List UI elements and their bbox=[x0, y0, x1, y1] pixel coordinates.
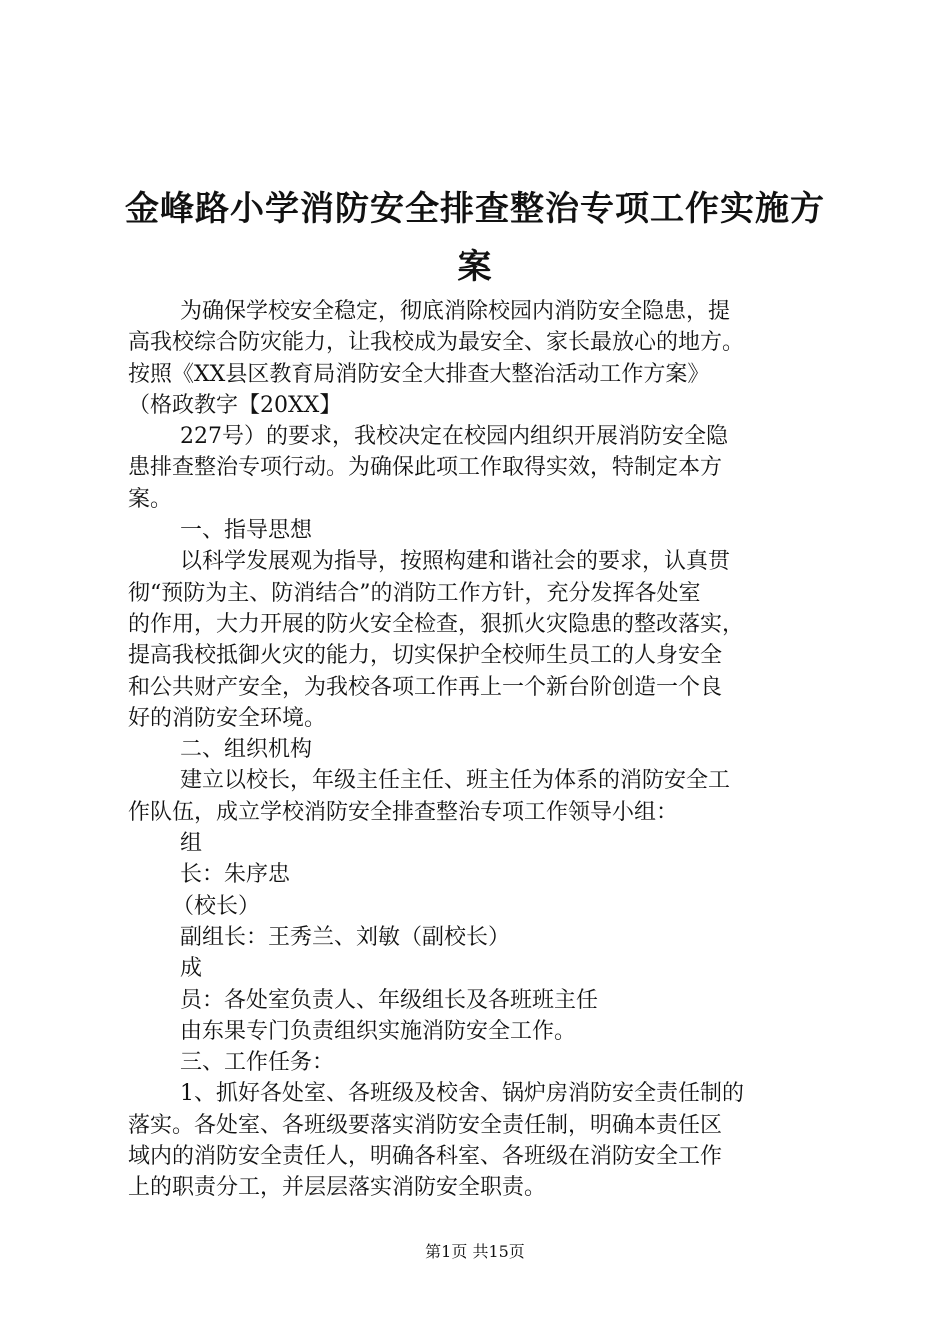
body-line: （格政教字【20XX】 bbox=[128, 392, 342, 418]
body-line: 落实。各处室、各班级要落实消防安全责任制，明确本责任区 bbox=[128, 1112, 723, 1138]
body-line: 作队伍，成立学校消防安全排查整治专项工作领导小组： bbox=[128, 799, 679, 825]
body-line: 227号）的要求，我校决定在校园内组织开展消防安全隐 bbox=[180, 424, 728, 450]
body-line: 组 bbox=[180, 831, 203, 857]
body-line: 由东果专门负责组织实施消防安全工作。 bbox=[180, 1018, 577, 1044]
body-line: 提高我校抵御火灾的能力，切实保护全校师生员工的人身安全 bbox=[128, 643, 723, 669]
title-line: 案 bbox=[457, 247, 493, 287]
body-line: 1、抓好各处室、各班级及校舍、锅炉房消防安全责任制的 bbox=[180, 1081, 744, 1107]
document-body bbox=[128, 296, 838, 1204]
body-line: 高我校综合防灾能力，让我校成为最安全、家长最放心的地方。 bbox=[128, 330, 745, 356]
body-line: 和公共财产安全，为我校各项工作再上一个新台阶创造一个良 bbox=[128, 674, 723, 700]
body-line: 成 bbox=[180, 956, 203, 982]
title-line: 金峰路小学消防安全排查整治专项工作实施方 bbox=[125, 189, 825, 229]
section-heading: 一、指导思想 bbox=[180, 518, 313, 544]
body-line: 彻“预防为主、防消结合”的消防工作方针，充分发挥各处室 bbox=[128, 580, 701, 606]
body-line: 按照《XX县区教育局消防安全大排查大整治活动工作方案》 bbox=[128, 361, 710, 387]
body-line: 案。 bbox=[128, 486, 173, 512]
body-line: 建立以校长，年级主任主任、班主任为体系的消防安全工 bbox=[180, 768, 731, 794]
body-line: 的作用，大力开展的防火安全检查，狠抓火灾隐患的整改落实， bbox=[128, 611, 745, 637]
section-heading: 二、组织机构 bbox=[180, 737, 313, 763]
body-line: 上的职责分工，并层层落实消防安全职责。 bbox=[128, 1175, 547, 1201]
body-line: 域内的消防安全责任人，明确各科室、各班级在消防安全工作 bbox=[128, 1144, 723, 1170]
body-line: （校长） bbox=[172, 893, 261, 919]
body-line: 员：各处室负责人、年级组长及各班班主任 bbox=[180, 987, 599, 1013]
page-footer: 第1页 共15页 bbox=[425, 1242, 525, 1261]
document-title bbox=[100, 180, 850, 296]
body-line: 患排查整治专项行动。为确保此项工作取得实效，特制定本方 bbox=[128, 455, 723, 481]
body-line: 长：朱序忠 bbox=[180, 862, 291, 888]
body-line: 为确保学校安全稳定，彻底消除校园内消防安全隐患，提 bbox=[180, 299, 731, 324]
section-heading: 三、工作任务： bbox=[180, 1050, 335, 1076]
body-line: 以科学发展观为指导，按照构建和谐社会的要求，认真贯 bbox=[180, 549, 731, 575]
body-line: 好的消防安全环境。 bbox=[128, 705, 327, 731]
body-line: 副组长：王秀兰、刘敏（副校长） bbox=[180, 924, 511, 950]
